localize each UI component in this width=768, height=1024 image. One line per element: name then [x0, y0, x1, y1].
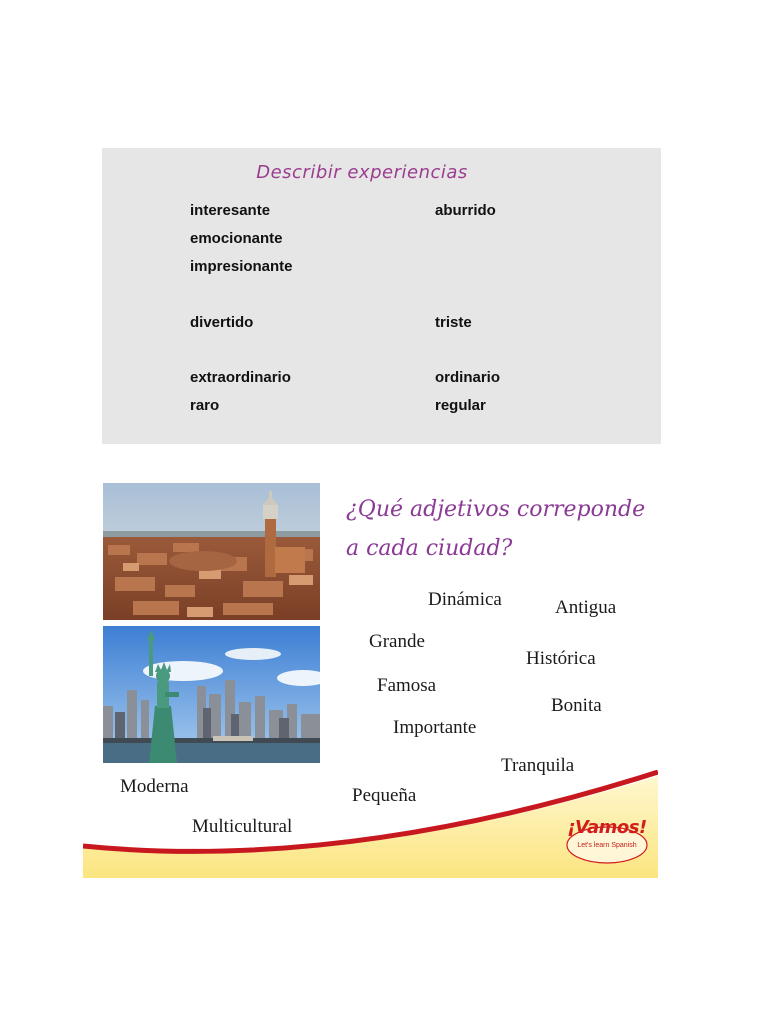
adjective-multicultural: Multicultural: [192, 816, 293, 837]
adjective-tranquila: Tranquila: [501, 755, 575, 776]
vocab-word-aburrido: aburrido: [435, 202, 496, 219]
adjective-pequena: Pequeña: [352, 785, 417, 806]
siena-city-photo: [103, 483, 320, 620]
vocab-word-impresionante: impresionante: [190, 258, 293, 275]
adjective-famosa: Famosa: [377, 675, 437, 696]
vamos-logo-title: ¡Vamos!: [567, 817, 647, 838]
vocab-word-divertido: divertido: [190, 314, 254, 331]
adjective-moderna: Moderna: [120, 776, 189, 797]
vocab-word-ordinario: ordinario: [435, 369, 501, 386]
vocab-word-interesante: interesante: [190, 202, 271, 219]
vocab-word-raro: raro: [190, 397, 220, 414]
city-question-heading: ¿Qué adjetivos correponde a cada ciudad?: [346, 497, 646, 561]
vocabulary-panel: [102, 148, 661, 444]
adjective-historica: Histórica: [526, 648, 596, 669]
adjective-grande: Grande: [369, 631, 425, 652]
new-york-statue-of-liberty-photo: [103, 626, 320, 763]
adjective-dinamica: Dinámica: [428, 589, 502, 610]
vamos-logo-tagline: Let's learn Spanish: [577, 842, 637, 849]
vocab-word-triste: triste: [435, 314, 472, 331]
vocab-word-emocionante: emocionante: [190, 230, 283, 247]
vocabulary-title: Describir experiencias: [256, 162, 468, 183]
vamos-logo: [563, 815, 651, 865]
adjective-antigua: Antigua: [555, 597, 617, 618]
vocab-word-regular: regular: [435, 397, 486, 414]
adjective-bonita: Bonita: [551, 695, 602, 716]
adjective-importante: Importante: [393, 717, 477, 738]
vocab-word-extraordinario: extraordinario: [190, 369, 291, 386]
